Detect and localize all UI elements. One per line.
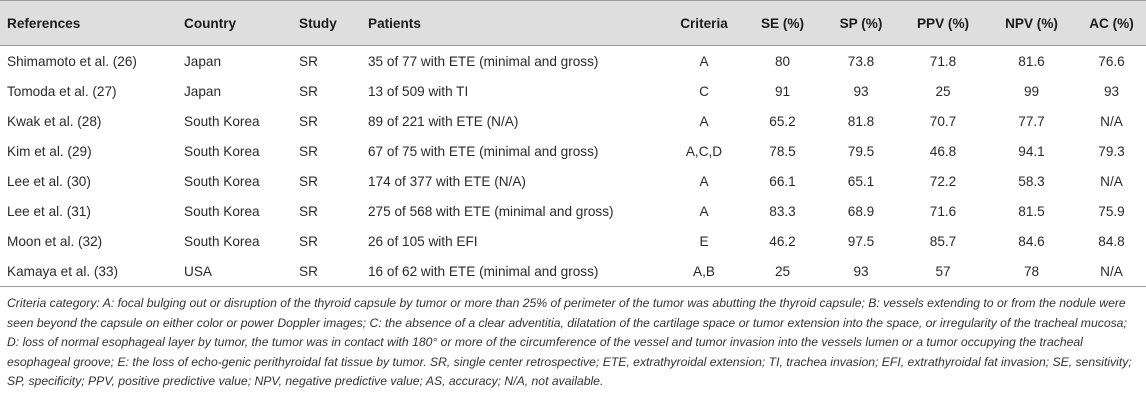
table-row <box>0 76 1146 106</box>
cell-criteria: A,B <box>665 256 743 287</box>
cell-country: South Korea <box>184 203 260 219</box>
cell-se: 66.1 <box>769 173 796 189</box>
header-ac: AC (%) <box>1077 1 1146 46</box>
table-header <box>0 1 1146 46</box>
cell-country: South Korea <box>184 233 260 249</box>
cell-patients: 35 of 77 with ETE (minimal and gross) <box>368 53 599 69</box>
table-row <box>0 136 1146 166</box>
cell-criteria: A <box>699 53 709 69</box>
cell-se: 83.3 <box>769 203 796 219</box>
cell-patients: 13 of 509 with TI <box>368 83 469 99</box>
table-row <box>0 226 1146 256</box>
cell-reference: Moon et al. (32) <box>7 233 103 249</box>
cell-npv: 77.7 <box>1018 113 1045 129</box>
cell-reference: Lee et al. (31) <box>7 203 91 219</box>
cell-criteria: C <box>699 83 709 99</box>
cell-ppv: 57 <box>900 256 986 287</box>
cell-se: 80 <box>774 53 791 69</box>
cell-country: South Korea <box>184 143 260 159</box>
cell-study: SR <box>299 53 318 69</box>
cell-study: SR <box>299 173 318 189</box>
table-row <box>0 46 1146 77</box>
cell-country: Japan <box>184 53 222 69</box>
cell-sp: 73.8 <box>847 53 875 69</box>
cell-se: 65.2 <box>769 113 796 129</box>
cell-patients: 26 of 105 with EFI <box>368 233 478 249</box>
cell-study: SR <box>299 256 368 287</box>
header-sp: SP (%) <box>822 1 900 46</box>
cell-se: 78.5 <box>769 143 796 159</box>
cell-npv: 94.1 <box>1018 143 1045 159</box>
cell-npv: 99 <box>1023 83 1040 99</box>
cell-sp: 79.5 <box>847 143 875 159</box>
cell-study: SR <box>299 203 318 219</box>
cell-sp: 68.9 <box>847 203 875 219</box>
cell-ppv: 72.2 <box>929 173 957 189</box>
header-npv: NPV (%) <box>986 1 1077 46</box>
cell-reference: Tomoda et al. (27) <box>7 83 117 99</box>
cell-se: 25 <box>743 256 822 287</box>
header-se: SE (%) <box>743 1 822 46</box>
header-patients: Patients <box>368 1 665 46</box>
cell-npv: 58.3 <box>1018 173 1045 189</box>
cell-ac: N/A <box>1100 173 1123 189</box>
cell-ppv: 70.7 <box>929 113 957 129</box>
cell-reference: Shimamoto et al. (26) <box>7 53 137 69</box>
cell-ppv: 71.8 <box>929 53 957 69</box>
cell-country: South Korea <box>184 113 260 129</box>
cell-se: 91 <box>774 83 791 99</box>
cell-patients: 16 of 62 with ETE (minimal and gross) <box>368 256 665 287</box>
cell-ppv: 85.7 <box>929 233 957 249</box>
cell-npv: 78 <box>986 256 1077 287</box>
cell-reference: Kamaya et al. (33) <box>0 256 184 287</box>
header-study: Study <box>299 1 368 46</box>
cell-country: Japan <box>184 83 222 99</box>
header-row <box>0 1 1146 46</box>
cell-npv: 81.5 <box>1018 203 1045 219</box>
header-ppv: PPV (%) <box>900 1 986 46</box>
cell-study: SR <box>299 143 318 159</box>
cell-ac: N/A <box>1077 256 1146 287</box>
table-row <box>0 106 1146 136</box>
cell-se: 46.2 <box>769 233 796 249</box>
table-row <box>0 166 1146 196</box>
cell-patients: 174 of 377 with ETE (N/A) <box>368 173 526 189</box>
cell-criteria: A <box>699 113 709 129</box>
cell-criteria: E <box>699 233 709 249</box>
table-body <box>0 46 1146 287</box>
cell-study: SR <box>299 83 318 99</box>
cell-study: SR <box>299 233 318 249</box>
cell-ppv: 71.6 <box>929 203 957 219</box>
cell-patients: 67 of 75 with ETE (minimal and gross) <box>368 143 599 159</box>
cell-sp: 65.1 <box>847 173 875 189</box>
cell-sp: 93 <box>853 83 869 99</box>
cell-criteria: A <box>699 203 709 219</box>
cell-ac: 93 <box>1103 83 1120 99</box>
cell-ac: 76.6 <box>1098 53 1125 69</box>
table-row <box>0 256 1146 287</box>
cell-reference: Lee et al. (30) <box>7 173 91 189</box>
table-row <box>0 196 1146 226</box>
cell-ac: N/A <box>1100 113 1123 129</box>
cell-ppv: 25 <box>935 83 951 99</box>
header-country: Country <box>184 1 299 46</box>
header-references: References <box>0 1 184 46</box>
cell-npv: 84.6 <box>1018 233 1045 249</box>
cell-study: SR <box>299 113 318 129</box>
table-footnote: Criteria category: A: focal bulging out or disruption of the thyroid capsule by tumor or more than 25% of perimeter of the tumor was abutting the thyroid capsule; B: vessels extending to or from the nodule were seen beyond the capsule on either color or power Doppler images; C: the absence of a clear adventitia, dilatation of the cartilage space or tumor extension into the space, or irregularity of the tracheal mucosa; D: loss of normal esophageal layer by tumor, the tumor was in contact with 180° or more of the circumference of the vessel and tumor invasion into the vessels lumen or a tumor occupying the tracheal esophageal groove; E: the loss of echo-genic perithyroidal fat tissue by tumor. SR, single center retrospective; ETE, extrathyroidal extension; TI, trachea invasion; EFI, extrathyroidal fat invasion; SE, sensitivity; SP, specificity; PPV, positive predictive value; NPV, negative predictive value; AS, accuracy; N/A, not available. <box>7 296 1132 388</box>
cell-ac: 79.3 <box>1098 143 1125 159</box>
cell-country: South Korea <box>184 173 260 189</box>
cell-country: USA <box>184 256 299 287</box>
cell-patients: 275 of 568 with ETE (minimal and gross) <box>368 203 614 219</box>
cell-npv: 81.6 <box>1018 53 1045 69</box>
cell-ac: 84.8 <box>1098 233 1125 249</box>
cell-criteria: A <box>699 173 709 189</box>
cell-sp: 93 <box>822 256 900 287</box>
cell-sp: 81.8 <box>847 113 875 129</box>
cell-patients: 89 of 221 with ETE (N/A) <box>368 113 519 129</box>
cell-sp: 97.5 <box>847 233 875 249</box>
cell-ac: 75.9 <box>1098 203 1125 219</box>
header-criteria: Criteria <box>665 1 743 46</box>
cell-ppv: 46.8 <box>929 143 957 159</box>
cell-reference: Kim et al. (29) <box>7 143 92 159</box>
cell-criteria: A,C,D <box>685 143 723 159</box>
cell-reference: Kwak et al. (28) <box>7 113 102 129</box>
